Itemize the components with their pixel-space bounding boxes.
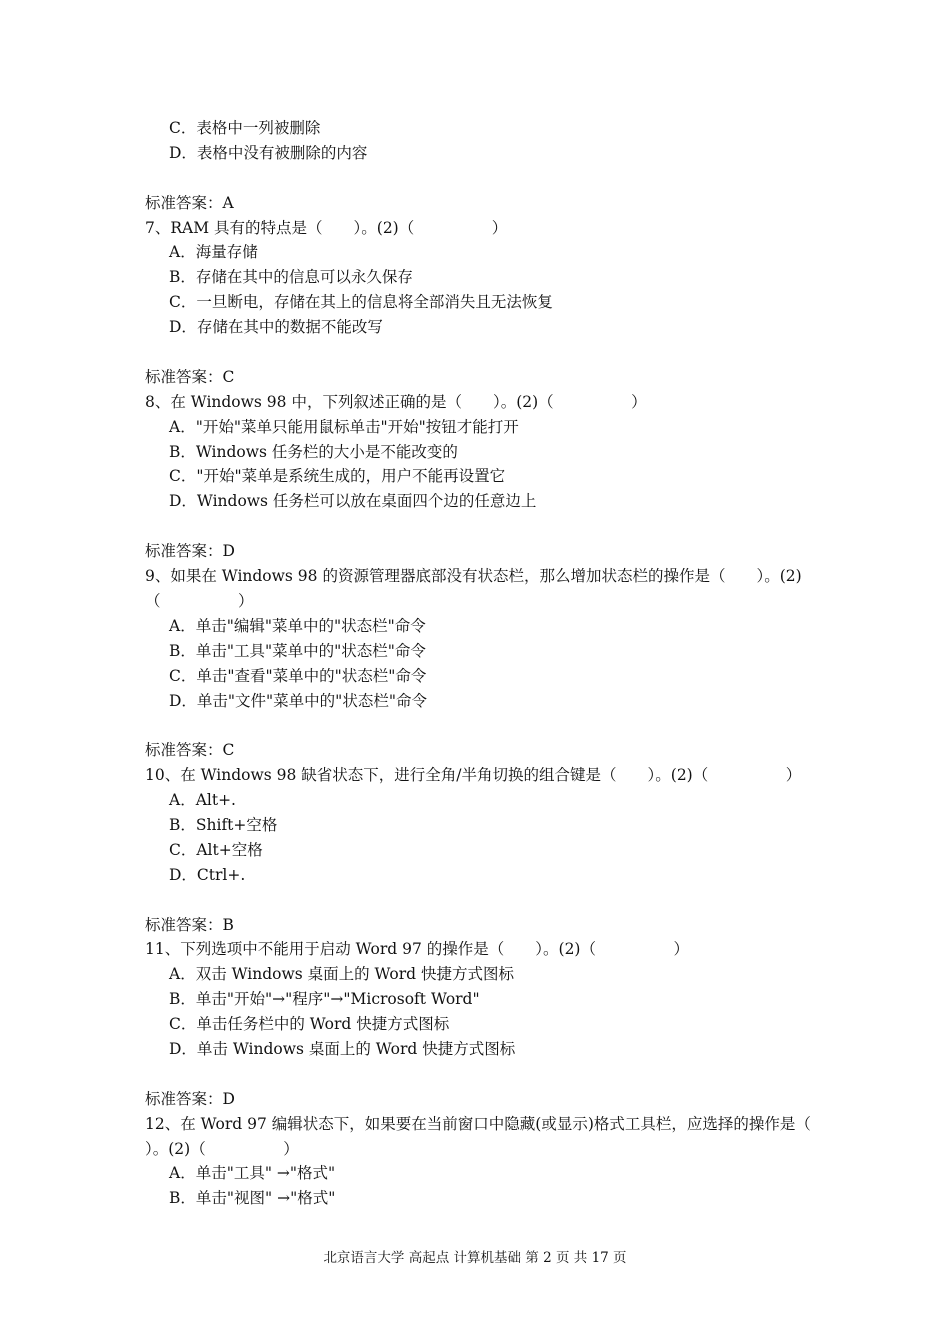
question-12-option-b: B．单击"视图" →"格式" [169,1189,336,1208]
spacer [145,340,815,365]
question-11-stem: 11、下列选项中不能用于启动 Word 97 的操作是（ ）。(2)（ ） [145,940,689,959]
question-11-option-b: B．单击"开始"→"程序"→"Microsoft Word" [169,990,480,1009]
spacer [145,166,815,191]
question-11-option-c: C．单击任务栏中的 Word 快捷方式图标 [169,1015,450,1034]
question-9-answer: 标准答案：C [145,741,235,760]
answer-prev: 标准答案：A [145,193,234,212]
question-7-option-c: C．一旦断电，存储在其上的信息将全部消失且无法恢复 [169,293,553,312]
question-10-option-d: D．Ctrl+. [169,865,246,884]
question-8-answer: 标准答案：D [145,542,235,561]
question-9-option-c: C．单击"查看"菜单中的"状态栏"命令 [169,666,427,685]
spacer [145,514,815,539]
question-11-option-a: A．双击 Windows 桌面上的 Word 快捷方式图标 [169,965,515,984]
question-9-option-a: A．单击"编辑"菜单中的"状态栏"命令 [169,616,426,635]
question-9-stem: 9、如果在 Windows 98 的资源管理器底部没有状态栏，那么增加状态栏的操作是（ ）。(2)（ ） [145,567,802,610]
page-footer: 北京语言大学 高起点 计算机基础 第 2 页 共 17 页 [323,1250,627,1266]
question-12-option-a: A．单击"工具" →"格式" [169,1164,336,1183]
question-10-option-c: C．Alt+空格 [169,840,263,859]
spacer [145,713,815,738]
question-7-option-d: D．存储在其中的数据不能改写 [169,318,383,337]
question-9-option-b: B．单击"工具"菜单中的"状态栏"命令 [169,641,426,660]
question-8-stem: 8、在 Windows 98 中，下列叙述正确的是（ ）。(2)（ ） [145,392,647,411]
question-12-stem: 12、在 Word 97 编辑状态下，如果要在当前窗口中隐藏(或显示)格式工具栏，应选择的操作是（ ）。(2)（ ） [145,1114,842,1158]
spacer [145,888,815,913]
question-10-stem: 10、在 Windows 98 缺省状态下，进行全角/半角切换的组合键是（ ）。(2)（ ） [145,766,802,785]
option-c-prev: C．表格中一列被删除 [169,119,321,137]
question-7-option-b: B．存储在其中的信息可以永久保存 [169,268,413,287]
question-list [145,116,842,1211]
question-11-option-d: D．单击 Windows 桌面上的 Word 快捷方式图标 [169,1039,516,1058]
question-7-stem: 7、RAM 具有的特点是（ ）。(2)（ ） [145,218,508,237]
question-10-answer: 标准答案：B [145,915,234,934]
question-10-option-a: A．Alt+. [169,791,236,810]
question-7-answer: 标准答案：C [145,367,235,386]
question-8-option-a: A．"开始"菜单只能用鼠标单击"开始"按钮才能打开 [169,417,519,436]
question-8-option-d: D．Windows 任务栏可以放在桌面四个边的任意边上 [169,492,537,511]
spacer [145,1062,815,1087]
question-11-answer: 标准答案：D [145,1089,235,1108]
question-9-option-d: D．单击"文件"菜单中的"状态栏"命令 [169,691,427,710]
option-d-prev: D．表格中没有被删除的内容 [169,143,368,162]
question-7-option-a: A．海量存储 [169,243,258,262]
question-8-option-c: C．"开始"菜单是系统生成的，用户不能再设置它 [169,467,506,486]
question-8-option-b: B．Windows 任务栏的大小是不能改变的 [169,442,458,461]
question-10-option-b: B．Shift+空格 [169,815,278,834]
